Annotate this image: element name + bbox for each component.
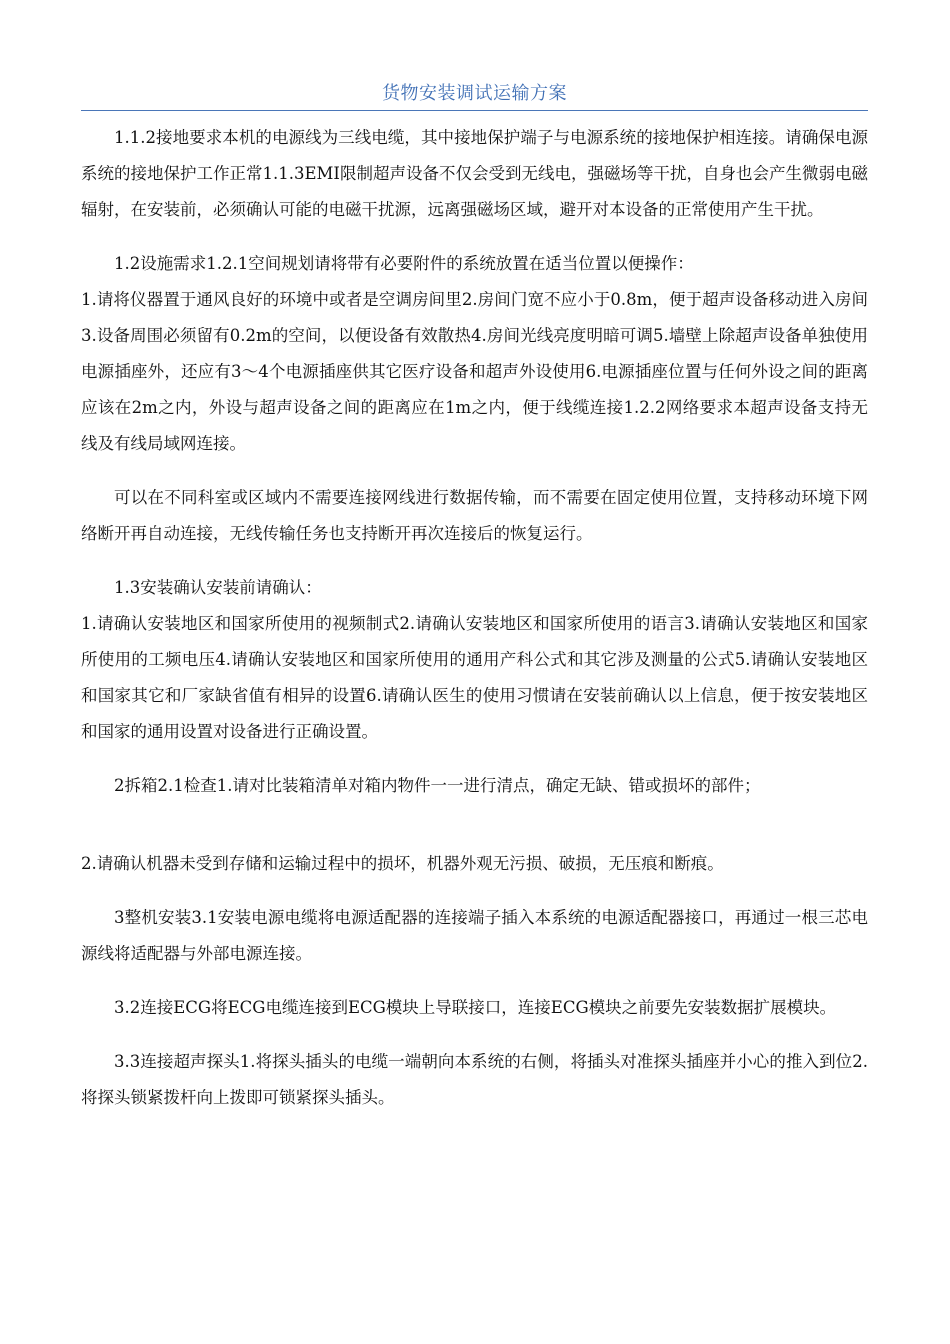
paragraph-grounding: 1.1.2接地要求本机的电源线为三线电缆，其中接地保护端子与电源系统的接地保护相连接。请确保电源系统的接地保护工作正常1.1.3EMI限制超声设备不仅会受到无线电，强磁场等干扰，自身也会产生微弱电磁辐射，在安装前，必须确认可能的电磁干扰源，远离强磁场区域，避开对本设备的正常使用产生干扰。 (81, 128, 868, 219)
paragraph-room-list: 1.请将仪器置于通风良好的环境中或者是空调房间里2.房间门宽不应小于0.8m，便于超声设备移动进入房间3.设备周围必须留有0.2m的空间，以便设备有效散热4.房间光线亮度明暗可调5.墙壁上除超声设备单独使用电源插座外，还应有3～4个电源插座供其它医疗设备和超声外设使用6.电源插座位置与任何外设之间的距离应该在2m之内，外设与超声设备之间的距离应在1m之内，便于线缆连接1.2.2网络要求本超声设备支持无线及有线局域网连接。 (81, 290, 868, 453)
paragraph-facility-requirements: 1.2设施需求1.2.1空间规划请将带有必要附件的系统放置在适当位置以便操作： (114, 254, 694, 273)
paragraph-install-confirm: 1.3安装确认安装前请确认： (114, 578, 322, 597)
document-body (81, 120, 868, 1116)
paragraph-wireless: 可以在不同科室或区域内不需要连接网线进行数据传输，而不需要在固定使用位置，支持移动环境下网络断开再自动连接，无线传输任务也支持断开再次连接后的恢复运行。 (81, 488, 868, 543)
page-header (81, 80, 868, 111)
paragraph-power-cable: 3整机安装3.1安装电源电缆将电源适配器的连接端子插入本系统的电源适配器接口，再通过一根三芯电源线将适配器与外部电源连接。 (81, 908, 868, 963)
paragraph-damage-check: 2.请确认机器未受到存储和运输过程中的损坏，机器外观无污损、破损，无压痕和断痕。 (81, 854, 724, 873)
paragraph-probe: 3.3连接超声探头1.将探头插头的电缆一端朝向本系统的右侧，将插头对准探头插座并小心的推入到位2.将探头锁紧拨杆向上拨即可锁紧探头插头。 (81, 1052, 868, 1107)
paragraph-unpacking: 2拆箱2.1检查1.请对比装箱清单对箱内物件一一进行清点，确定无缺、错或损坏的部件； (114, 776, 761, 795)
paragraph-confirm-list: 1.请确认安装地区和国家所使用的视频制式2.请确认安装地区和国家所使用的语言3.请确认安装地区和国家所使用的工频电压4.请确认安装地区和国家所使用的通用产科公式和其它涉及测量的公式5.请确认安装地区和国家其它和厂家缺省值有相异的设置6.请确认医生的使用习惯请在安装前确认以上信息，便于按安装地区和国家的通用设置对设备进行正确设置。 (81, 614, 868, 741)
document-title: 货物安装调试运输方案 (382, 83, 567, 104)
paragraph-ecg: 3.2连接ECG将ECG电缆连接到ECG模块上导联接口，连接ECG模块之前要先安装数据扩展模块。 (114, 998, 837, 1017)
